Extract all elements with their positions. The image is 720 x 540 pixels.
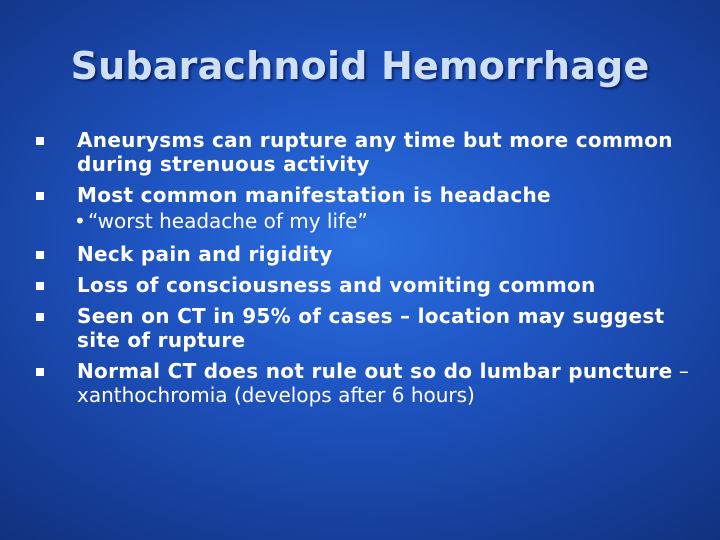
sub-bullet-item (36, 207, 700, 235)
bullet-item (36, 273, 700, 297)
square-bullet-icon (36, 368, 44, 376)
slide-title: Subarachnoid Hemorrhage (70, 44, 650, 88)
bullet-item (36, 183, 700, 207)
bullet-list (36, 128, 700, 407)
bullet-text: Aneurysms can rupture any time but more common during strenuous activity (77, 128, 673, 176)
bullet-text: Most common manifestation is headache (77, 183, 551, 207)
bullet-item (36, 304, 700, 352)
square-bullet-icon (36, 192, 44, 200)
bullet-item (36, 359, 700, 407)
bullet-text-normal: – xanthochromia (develops after 6 hours) (77, 359, 689, 407)
sub-bullet-text: “worst headache of my life” (88, 209, 368, 233)
bullet-text: Seen on CT in 95% of cases – location may suggest site of rupture (77, 304, 665, 352)
dot-bullet-icon: • (74, 209, 86, 233)
square-bullet-icon (36, 313, 44, 321)
square-bullet-icon (36, 282, 44, 290)
bullet-text: Loss of consciousness and vomiting common (77, 273, 596, 297)
bullet-item (36, 128, 700, 176)
square-bullet-icon (36, 251, 44, 259)
bullet-text: Neck pain and rigidity (77, 242, 333, 266)
square-bullet-icon (36, 137, 44, 145)
bullet-item (36, 242, 700, 266)
bullet-text-bold: Normal CT does not rule out so do lumbar puncture (77, 359, 673, 383)
